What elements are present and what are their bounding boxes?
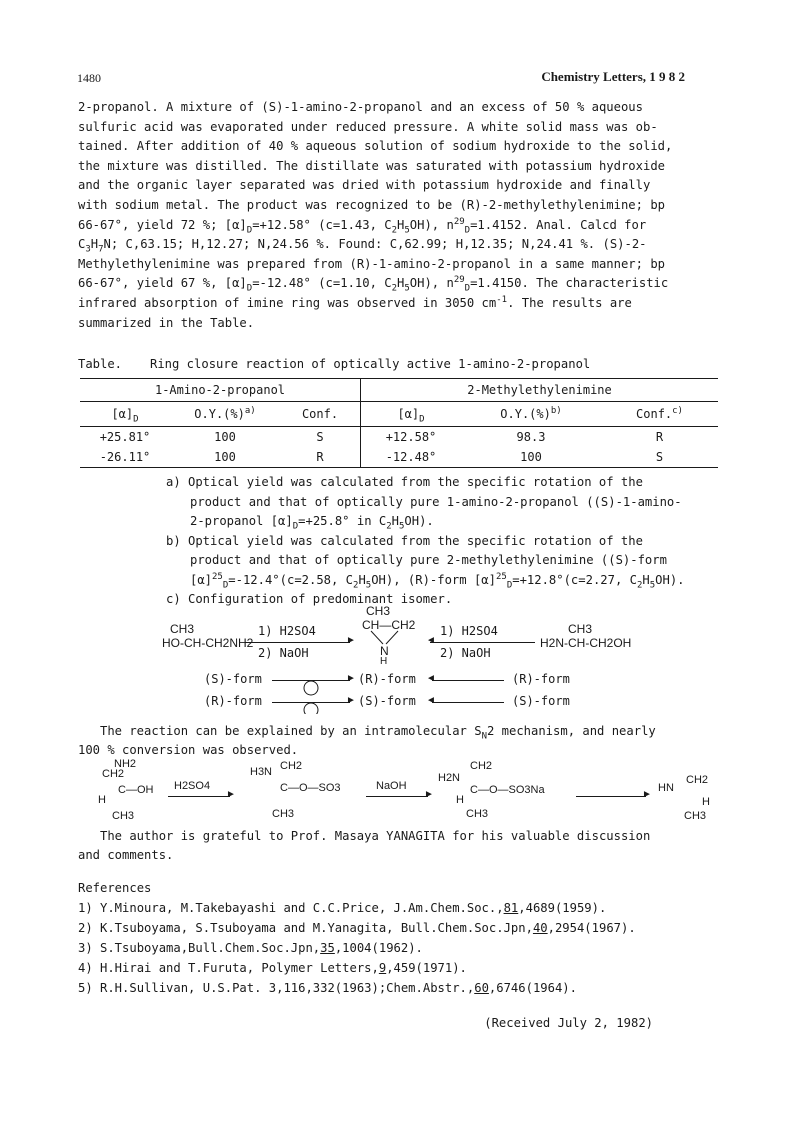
reference-item: 1) Y.Minoura, M.Takebayashi and C.C.Price, J.Am.Chem.Soc.,81,4689(1959). (78, 901, 607, 915)
methyl-group: CH3 (466, 808, 489, 820)
reverse-arrow (432, 702, 504, 703)
carbinol-carbon: C—OH (118, 784, 154, 796)
table-cell: S (316, 430, 324, 444)
methylene-group: CH2 (102, 768, 125, 780)
amino-group: NH2 (114, 758, 137, 770)
reverse-arrow (432, 680, 504, 681)
sulfate-salt: C—O—SO3Na (470, 784, 545, 796)
arrow-head: ► (346, 635, 356, 646)
text-line: 66-67°, yield 72 %; $[\alpha]_D=+12.58^\circ$ (c=1.43, $C_2H_5OH$), $n^{29}_D=1.4152$. Anal. Calcd for (78, 216, 647, 235)
table-row (80, 427, 718, 448)
col-header-conf: Conf. (280, 402, 361, 427)
acknowledgement (78, 827, 718, 865)
imine-nitrogen: HN (658, 782, 674, 794)
arrow-head: ◄ (426, 695, 436, 706)
text-line: $C_3H_7N$; C,63.15; H,12.27; N,24.56 %. Found: C,62.99; H,12.35; N,24.41 %. (S)-2- (78, 237, 647, 255)
forward-arrow (168, 796, 230, 797)
page-number: 1480 (77, 71, 101, 85)
received-date: (Received July 2, 1982) (484, 1016, 653, 1030)
col-header-alpha: $[\alpha]_D$ (361, 402, 462, 427)
footnote-c: c) Configuration of predominant isomer. (166, 592, 453, 606)
text-line: and comments. (78, 848, 174, 862)
reference-item: 4) H.Hirai and T.Furuta, Polymer Letters,9,459(1971). (78, 961, 467, 975)
text-line: summarized in the Table. (78, 315, 255, 330)
inversion-circle-icon (298, 680, 324, 714)
config-label: (S)-form (204, 672, 262, 686)
table-cell: -26.11° (80, 447, 170, 468)
mechanism-paragraph (78, 722, 718, 760)
forward-arrow (576, 796, 646, 797)
amino-group: H2N (438, 772, 461, 784)
ammonium-group: H3N (250, 766, 273, 778)
methyl-group: CH3 (684, 810, 707, 822)
arrow-head: ► (346, 673, 356, 684)
config-label: (R)-form (512, 672, 570, 686)
methylene-group: CH2 (280, 760, 303, 772)
text-line: tained. After addition of 40 % aqueous solution of sodium hydroxide to the solid, (78, 139, 673, 154)
table-cell: R (280, 447, 361, 468)
experimental-paragraph (78, 98, 718, 333)
references-heading: References (78, 881, 152, 895)
table-cell: 98.3 (516, 430, 546, 444)
arrow-head: ◄ (426, 635, 436, 646)
text-line: sulfuric acid was evaporated under reduced pressure. A white solid mass was ob- (78, 119, 658, 134)
text-line: 100 % conversion was observed. (78, 743, 299, 757)
table-cell: R (655, 430, 664, 444)
forward-arrow (366, 796, 428, 797)
config-label: (S)-form (512, 694, 570, 708)
arrow-head: ► (346, 695, 356, 706)
text-line: the mixture was distilled. The distillate was saturated with potassium hydroxide (78, 158, 665, 173)
reference-item: 5) R.H.Sullivan, U.S.Pat. 3,116,332(1963);Chem.Abstr.,60,6746(1964). (78, 981, 577, 995)
hydrogen-atom: H (456, 794, 464, 806)
reference-item: 3) S.Tsuboyama,Bull.Chem.Soc.Jpn,35,1004(1962). (78, 941, 423, 955)
footnote-b: b) Optical yield was calculated from the specific rotation of the product and that of optically pure 2-methylethylenimine ((S)-form $[\alpha]^{25}_D=-12.4^\circ(c=2.58$, $C_2H_5OH$), (R)-form $[\alpha]^{25}_D=+12.8^\circ(c=2.27$, $C_2H_5OH$). (166, 533, 685, 590)
footnote-a: a) Optical yield was calculated from the specific rotation of the product and that of optically pure 1-amino-2-propanol ((S)-1-amino- 2-propanol $[\alpha]_D=+25.8^\circ$ in $C_2H_5OH$). (166, 475, 682, 532)
group-header-left: 1-Amino-2-propanol (80, 379, 361, 402)
config-label: (S)-form (358, 694, 416, 708)
reagent-step1: 1) H2SO4 (440, 624, 498, 638)
arrow-head: ► (424, 789, 434, 800)
col-header-oy: O.Y.(%)$^{b)}$ (461, 402, 601, 427)
ring-hydrogen: H (380, 656, 388, 667)
text-line: Methylethylenimine was prepared from (R)-1-amino-2-propanol in a same manner; bp (78, 256, 665, 271)
hydrogen-atom: H (98, 794, 106, 806)
table-label: Table. (78, 357, 123, 371)
table-caption (78, 357, 590, 371)
reagent-step2: 2) NaOH (440, 646, 491, 660)
table-cell: 100 (170, 447, 280, 468)
methyl-group: CH3 (272, 808, 295, 820)
text-line: 2-propanol. A mixture of (S)-1-amino-2-propanol and an excess of 50 % aqueous (78, 100, 643, 114)
reagent-step2: 2) NaOH (258, 646, 309, 660)
text-line: 66-67°, yield 67 %, $[\alpha]_D=-12.48^\circ$ (c=1.10, $C_2H_5OH$), $n^{29}_D=1.4150$. The characteristic (78, 275, 669, 294)
text-line: The reaction can be explained by an intramolecular $S_N2$ mechanism, and nearly (100, 724, 656, 742)
references-section (78, 878, 718, 998)
table-title: Ring closure reaction of optically active 1-amino-2-propanol (150, 357, 591, 371)
right-molecule: H2N-CH-CH2OH (540, 636, 632, 650)
text-line: and the organic layer separated was dried with potassium hydroxide and finally (78, 178, 651, 193)
col-header-alpha: $[\alpha]_D$ (80, 402, 170, 427)
methylene-group: CH2 (686, 774, 709, 786)
results-table (80, 378, 718, 468)
right-methyl: CH3 (568, 622, 593, 636)
group-header-right: 2-Methylethylenimine (361, 379, 719, 402)
arrow-head: ► (642, 789, 652, 800)
hydrogen-atom: H (702, 796, 710, 808)
table-cell: +25.81° (99, 430, 151, 444)
config-label: (R)-form (204, 694, 262, 708)
col-header-oy: O.Y.(%)$^{a)}$ (170, 402, 280, 427)
sulfate-ester: C—O—SO3 (280, 782, 341, 794)
table-cell: 100 (461, 447, 601, 468)
table-row (80, 447, 718, 468)
arrow-head: ◄ (426, 673, 436, 684)
methylene-group: CH2 (470, 760, 493, 772)
reverse-arrow (430, 642, 535, 643)
reaction-scheme (100, 600, 700, 710)
table-cell: -12.48° (361, 447, 462, 468)
table-cell: S (601, 447, 718, 468)
text-line: with sodium metal. The product was recognized to be (R)-2-methylethylenimine; bp (78, 197, 665, 212)
journal-header: Chemistry Letters, 1 9 8 2 (541, 69, 685, 84)
aziridine-ring: CH—CH2 (362, 618, 416, 632)
config-label: (R)-form (358, 672, 416, 686)
arrow-head: ► (226, 789, 236, 800)
left-methyl: CH3 (170, 622, 195, 636)
mechanism-scheme (98, 758, 718, 828)
center-methyl: CH3 (366, 604, 391, 618)
table-cell: 100 (214, 430, 236, 444)
left-molecule: HO-CH-CH2NH2 (162, 636, 254, 650)
text-line: The author is grateful to Prof. Masaya YANAGITA for his valuable discussion (100, 829, 651, 843)
ring-nitrogen: N (380, 644, 389, 658)
reagent-step1: 1) H2SO4 (258, 624, 316, 638)
forward-arrow (245, 642, 350, 643)
table-footnotes (166, 473, 726, 610)
methyl-group: CH3 (112, 810, 135, 822)
reagent-label: H2SO4 (174, 780, 211, 792)
reagent-label: NaOH (376, 780, 407, 792)
table-cell: +12.58° (361, 427, 462, 448)
text-line: infrared absorption of imine ring was observed in 3050 $cm^{-1}$. The results are (78, 294, 632, 310)
col-header-conf: Conf.$^{c)}$ (601, 402, 718, 427)
reference-item: 2) K.Tsuboyama, S.Tsuboyama and M.Yanagita, Bull.Chem.Soc.Jpn,40,2954(1967). (78, 921, 636, 935)
